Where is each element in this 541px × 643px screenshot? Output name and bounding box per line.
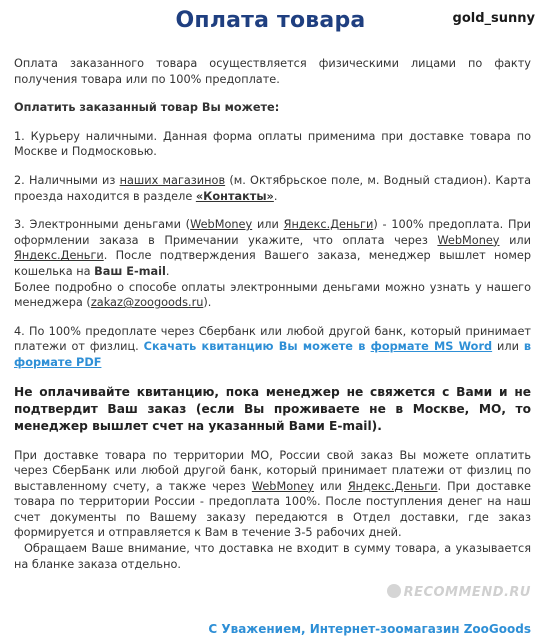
delivery-note: Обращаем Ваше внимание, что доставка не входит в сумму товара, а указывается на бланке заказа отдельно. [14,542,531,571]
payment-content [14,56,531,572]
webmoney-link[interactable]: WebMoney [190,218,253,232]
item4-or: или [492,340,524,354]
intro-paragraph: Оплата заказанного товара осуществляется физическими лицами по факту получения товара или по 100% предоплате. [14,57,531,86]
payment-item-courier: 1. Курьеру наличными. Данная форма оплаты применима при доставке товара по Москве и Подмосковью. [14,129,531,159]
item3-after: . После подтверждения Вашего заказа, менеджер вышлет номер кошелька на [14,249,531,278]
delivery-or: или [313,479,348,493]
delivery-paragraph [14,448,531,542]
ways-heading: Оплатить заказанный товар Вы можете: [14,101,280,115]
delivery-webmoney-link[interactable]: WebMoney [251,479,314,493]
item3-prefix: 3. Электронными деньгами ( [14,218,191,232]
item2-end: . [273,189,278,203]
in-text: в [523,340,531,354]
item3-mid: ) - 100% предоплата. При оформлении заказа в Примечании укажите, что оплата через [14,218,531,247]
payment-item-cash-store [14,173,531,204]
item2-prefix: 2. Наличными из [14,173,120,187]
pdf-format-label[interactable]: формате PDF [14,355,102,369]
download-receipt-text[interactable]: Скачать квитанцию Вы можете в [143,340,371,354]
yandex-money-link[interactable]: Яндекс.Деньги [283,218,374,232]
yandex-money-link-2[interactable]: Яндекс.Деньги [14,249,104,263]
signature-footer: С Уважением, Интернет-зоомагазин ZooGoods [208,622,531,636]
delivery-text-a: При доставке товара по территории МО, России свой заказ Вы можете оплатить через СберБанк или любой другой банк, который принимает платежи от физлиц по выставленному счету, а также через [14,448,531,493]
item3-or1: или [252,218,284,232]
recommend-logo-icon [387,584,401,598]
more-end: ). [203,296,212,310]
recommend-watermark [387,584,531,600]
your-email-text: Ваш E-mail [94,264,166,278]
payment-item-bank [14,324,531,371]
pdf-format-link[interactable] [14,356,101,369]
item3-end: . [165,264,170,278]
recommend-site-text: RECOMMEND.RU [403,585,531,600]
contacts-link[interactable]: «Контакты» [195,189,274,203]
item3-or2: или [499,233,531,247]
payment-item-emoney [14,217,531,279]
item2-middle: (м. Октябрьское поле, м. Водный стадион). Карта проезда находится в разделе [14,173,531,203]
username-watermark: gold_sunny [452,11,535,26]
warning-paragraph: Не оплачивайте квитанцию, пока менеджер не свяжется с Вами и не подтвердит Ваш заказ (если Вы проживаете не в Москве, МО, то менеджер вышлет счет на указанный Вами E-mail). [14,384,531,433]
our-stores-link[interactable]: наших магазинов [119,173,226,187]
ms-word-format-link[interactable] [371,340,492,353]
emoney-more-info [14,280,531,311]
page-title: Оплата товара [175,8,366,33]
delivery-text-b: . При доставке товара по территории России - предоплата 100%. После поступления денег на наш счет документы по Вашему заказу передаются в Отдел доставки, где заказ формируется и отправляется к Вам в течение 3-5 рабочих дней. [14,479,531,540]
item4-text: 4. По 100% предоплате через Сбербанк или любой другой банк, который принимает платежи от физлиц. [14,324,531,354]
ms-word-format-label[interactable]: формате MS Word [370,340,493,354]
delivery-yandex-link[interactable]: Яндекс.Деньги [347,479,438,493]
webmoney-link-2[interactable]: WebMoney [437,233,500,247]
more-text: Более подробно о способе оплаты электронными деньгами можно узнать у нашего менеджера ( [14,280,531,310]
manager-email-link[interactable]: zakaz@zoogoods.ru [90,296,204,310]
